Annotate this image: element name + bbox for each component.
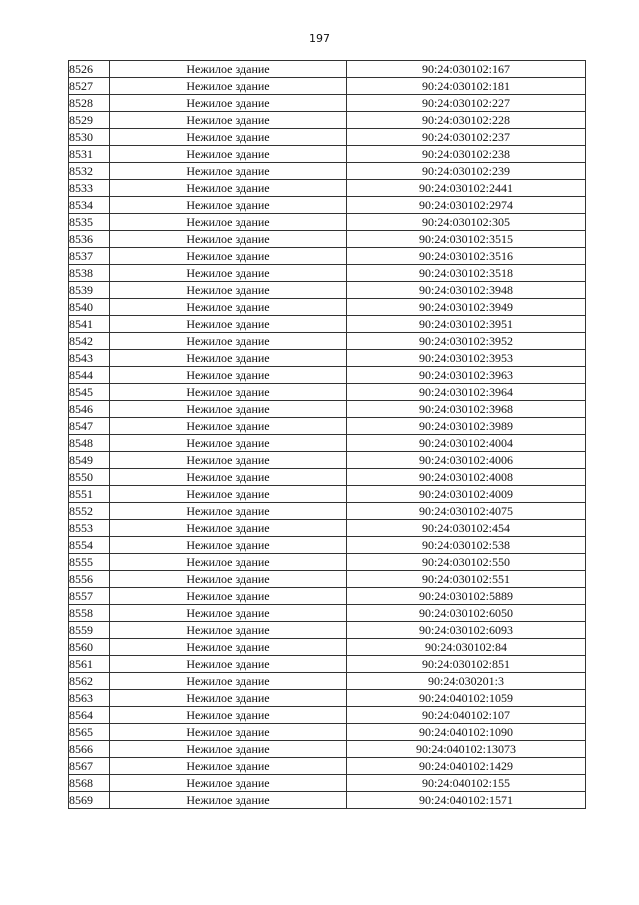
- row-number-cell: 8552: [69, 503, 110, 520]
- row-number-cell: 8555: [69, 554, 110, 571]
- table-row: [69, 282, 586, 299]
- object-type-cell: Нежилое здание: [110, 350, 347, 367]
- table-row: [69, 520, 586, 537]
- table-row: [69, 707, 586, 724]
- object-type-cell: Нежилое здание: [110, 265, 347, 282]
- table-row: [69, 367, 586, 384]
- table-row: [69, 78, 586, 95]
- object-type-cell: Нежилое здание: [110, 775, 347, 792]
- row-number-cell: 8539: [69, 282, 110, 299]
- table-row: [69, 248, 586, 265]
- object-type-cell: Нежилое здание: [110, 452, 347, 469]
- cadastral-number-cell: 90:24:030102:227: [347, 95, 586, 112]
- row-number-cell: 8567: [69, 758, 110, 775]
- object-type-cell: Нежилое здание: [110, 537, 347, 554]
- table-row: [69, 61, 586, 78]
- row-number-cell: 8565: [69, 724, 110, 741]
- table-row: [69, 95, 586, 112]
- cadastral-number-cell: 90:24:030102:2441: [347, 180, 586, 197]
- table-row: [69, 350, 586, 367]
- table-row: [69, 316, 586, 333]
- row-number-cell: 8558: [69, 605, 110, 622]
- row-number-cell: 8557: [69, 588, 110, 605]
- object-type-cell: Нежилое здание: [110, 384, 347, 401]
- object-type-cell: Нежилое здание: [110, 707, 347, 724]
- row-number-cell: 8569: [69, 792, 110, 809]
- cadastral-number-cell: 90:24:040102:155: [347, 775, 586, 792]
- cadastral-number-cell: 90:24:030201:3: [347, 673, 586, 690]
- row-number-cell: 8537: [69, 248, 110, 265]
- object-type-cell: Нежилое здание: [110, 95, 347, 112]
- row-number-cell: 8553: [69, 520, 110, 537]
- row-number-cell: 8546: [69, 401, 110, 418]
- cadastral-number-cell: 90:24:030102:3948: [347, 282, 586, 299]
- cadastral-number-cell: 90:24:030102:181: [347, 78, 586, 95]
- table-row: [69, 758, 586, 775]
- table-row: [69, 163, 586, 180]
- table-row: [69, 418, 586, 435]
- object-type-cell: Нежилое здание: [110, 605, 347, 622]
- table-row: [69, 265, 586, 282]
- cadastral-number-cell: 90:24:030102:238: [347, 146, 586, 163]
- registry-table-body: [69, 61, 586, 809]
- row-number-cell: 8556: [69, 571, 110, 588]
- row-number-cell: 8562: [69, 673, 110, 690]
- row-number-cell: 8529: [69, 112, 110, 129]
- object-type-cell: Нежилое здание: [110, 129, 347, 146]
- row-number-cell: 8543: [69, 350, 110, 367]
- cadastral-number-cell: 90:24:030102:6093: [347, 622, 586, 639]
- cadastral-number-cell: 90:24:040102:1059: [347, 690, 586, 707]
- row-number-cell: 8534: [69, 197, 110, 214]
- cadastral-number-cell: 90:24:030102:6050: [347, 605, 586, 622]
- row-number-cell: 8536: [69, 231, 110, 248]
- table-row: [69, 775, 586, 792]
- table-row: [69, 656, 586, 673]
- cadastral-number-cell: 90:24:040102:1090: [347, 724, 586, 741]
- cadastral-number-cell: 90:24:030102:538: [347, 537, 586, 554]
- row-number-cell: 8533: [69, 180, 110, 197]
- table-row: [69, 741, 586, 758]
- table-row: [69, 622, 586, 639]
- object-type-cell: Нежилое здание: [110, 214, 347, 231]
- table-row: [69, 588, 586, 605]
- row-number-cell: 8551: [69, 486, 110, 503]
- object-type-cell: Нежилое здание: [110, 316, 347, 333]
- row-number-cell: 8527: [69, 78, 110, 95]
- cadastral-number-cell: 90:24:030102:851: [347, 656, 586, 673]
- row-number-cell: 8530: [69, 129, 110, 146]
- object-type-cell: Нежилое здание: [110, 231, 347, 248]
- object-type-cell: Нежилое здание: [110, 656, 347, 673]
- table-row: [69, 129, 586, 146]
- cadastral-number-cell: 90:24:030102:4008: [347, 469, 586, 486]
- table-row: [69, 673, 586, 690]
- cadastral-number-cell: 90:24:030102:5889: [347, 588, 586, 605]
- row-number-cell: 8559: [69, 622, 110, 639]
- cadastral-number-cell: 90:24:030102:550: [347, 554, 586, 571]
- object-type-cell: Нежилое здание: [110, 622, 347, 639]
- table-row: [69, 537, 586, 554]
- object-type-cell: Нежилое здание: [110, 554, 347, 571]
- cadastral-number-cell: 90:24:030102:4004: [347, 435, 586, 452]
- cadastral-number-cell: 90:24:030102:4009: [347, 486, 586, 503]
- cadastral-number-cell: 90:24:040102:1429: [347, 758, 586, 775]
- table-row: [69, 554, 586, 571]
- object-type-cell: Нежилое здание: [110, 333, 347, 350]
- row-number-cell: 8526: [69, 61, 110, 78]
- row-number-cell: 8554: [69, 537, 110, 554]
- object-type-cell: Нежилое здание: [110, 197, 347, 214]
- object-type-cell: Нежилое здание: [110, 469, 347, 486]
- cadastral-number-cell: 90:24:040102:107: [347, 707, 586, 724]
- table-row: [69, 486, 586, 503]
- object-type-cell: Нежилое здание: [110, 690, 347, 707]
- table-row: [69, 792, 586, 809]
- row-number-cell: 8531: [69, 146, 110, 163]
- row-number-cell: 8535: [69, 214, 110, 231]
- object-type-cell: Нежилое здание: [110, 639, 347, 656]
- row-number-cell: 8541: [69, 316, 110, 333]
- row-number-cell: 8538: [69, 265, 110, 282]
- row-number-cell: 8544: [69, 367, 110, 384]
- row-number-cell: 8528: [69, 95, 110, 112]
- cadastral-number-cell: 90:24:030102:3964: [347, 384, 586, 401]
- page-number: 197: [309, 32, 330, 45]
- object-type-cell: Нежилое здание: [110, 418, 347, 435]
- object-type-cell: Нежилое здание: [110, 741, 347, 758]
- object-type-cell: Нежилое здание: [110, 673, 347, 690]
- object-type-cell: Нежилое здание: [110, 299, 347, 316]
- row-number-cell: 8547: [69, 418, 110, 435]
- object-type-cell: Нежилое здание: [110, 503, 347, 520]
- row-number-cell: 8566: [69, 741, 110, 758]
- row-number-cell: 8545: [69, 384, 110, 401]
- row-number-cell: 8549: [69, 452, 110, 469]
- table-row: [69, 469, 586, 486]
- object-type-cell: Нежилое здание: [110, 486, 347, 503]
- cadastral-number-cell: 90:24:030102:239: [347, 163, 586, 180]
- object-type-cell: Нежилое здание: [110, 571, 347, 588]
- table-row: [69, 690, 586, 707]
- table-row: [69, 112, 586, 129]
- cadastral-number-cell: 90:24:030102:3518: [347, 265, 586, 282]
- row-number-cell: 8540: [69, 299, 110, 316]
- object-type-cell: Нежилое здание: [110, 435, 347, 452]
- cadastral-number-cell: 90:24:030102:3989: [347, 418, 586, 435]
- object-type-cell: Нежилое здание: [110, 367, 347, 384]
- table-row: [69, 180, 586, 197]
- object-type-cell: Нежилое здание: [110, 180, 347, 197]
- object-type-cell: Нежилое здание: [110, 724, 347, 741]
- cadastral-number-cell: 90:24:030102:3515: [347, 231, 586, 248]
- row-number-cell: 8548: [69, 435, 110, 452]
- cadastral-number-cell: 90:24:030102:3968: [347, 401, 586, 418]
- table-row: [69, 571, 586, 588]
- cadastral-number-cell: 90:24:040102:13073: [347, 741, 586, 758]
- table-row: [69, 452, 586, 469]
- table-row: [69, 724, 586, 741]
- row-number-cell: 8563: [69, 690, 110, 707]
- table-row: [69, 299, 586, 316]
- table-row: [69, 214, 586, 231]
- object-type-cell: Нежилое здание: [110, 792, 347, 809]
- table-row: [69, 384, 586, 401]
- cadastral-number-cell: 90:24:030102:551: [347, 571, 586, 588]
- object-type-cell: Нежилое здание: [110, 588, 347, 605]
- cadastral-number-cell: 90:24:040102:1571: [347, 792, 586, 809]
- table-row: [69, 401, 586, 418]
- table-row: [69, 503, 586, 520]
- cadastral-number-cell: 90:24:030102:3951: [347, 316, 586, 333]
- table-row: [69, 639, 586, 656]
- object-type-cell: Нежилое здание: [110, 520, 347, 537]
- cadastral-number-cell: 90:24:030102:4075: [347, 503, 586, 520]
- cadastral-number-cell: 90:24:030102:305: [347, 214, 586, 231]
- row-number-cell: 8568: [69, 775, 110, 792]
- object-type-cell: Нежилое здание: [110, 163, 347, 180]
- table-row: [69, 605, 586, 622]
- cadastral-number-cell: 90:24:030102:167: [347, 61, 586, 78]
- object-type-cell: Нежилое здание: [110, 758, 347, 775]
- object-type-cell: Нежилое здание: [110, 282, 347, 299]
- cadastral-number-cell: 90:24:030102:3953: [347, 350, 586, 367]
- row-number-cell: 8542: [69, 333, 110, 350]
- object-type-cell: Нежилое здание: [110, 78, 347, 95]
- registry-table: [68, 60, 586, 809]
- object-type-cell: Нежилое здание: [110, 61, 347, 78]
- table-row: [69, 231, 586, 248]
- cadastral-number-cell: 90:24:030102:237: [347, 129, 586, 146]
- cadastral-number-cell: 90:24:030102:228: [347, 112, 586, 129]
- cadastral-number-cell: 90:24:030102:454: [347, 520, 586, 537]
- cadastral-number-cell: 90:24:030102:3949: [347, 299, 586, 316]
- row-number-cell: 8550: [69, 469, 110, 486]
- cadastral-number-cell: 90:24:030102:4006: [347, 452, 586, 469]
- table-row: [69, 435, 586, 452]
- cadastral-number-cell: 90:24:030102:3952: [347, 333, 586, 350]
- object-type-cell: Нежилое здание: [110, 146, 347, 163]
- object-type-cell: Нежилое здание: [110, 248, 347, 265]
- row-number-cell: 8561: [69, 656, 110, 673]
- object-type-cell: Нежилое здание: [110, 112, 347, 129]
- object-type-cell: Нежилое здание: [110, 401, 347, 418]
- row-number-cell: 8532: [69, 163, 110, 180]
- cadastral-number-cell: 90:24:030102:2974: [347, 197, 586, 214]
- cadastral-number-cell: 90:24:030102:3516: [347, 248, 586, 265]
- cadastral-number-cell: 90:24:030102:84: [347, 639, 586, 656]
- row-number-cell: 8560: [69, 639, 110, 656]
- cadastral-number-cell: 90:24:030102:3963: [347, 367, 586, 384]
- table-row: [69, 333, 586, 350]
- table-row: [69, 146, 586, 163]
- table-row: [69, 197, 586, 214]
- row-number-cell: 8564: [69, 707, 110, 724]
